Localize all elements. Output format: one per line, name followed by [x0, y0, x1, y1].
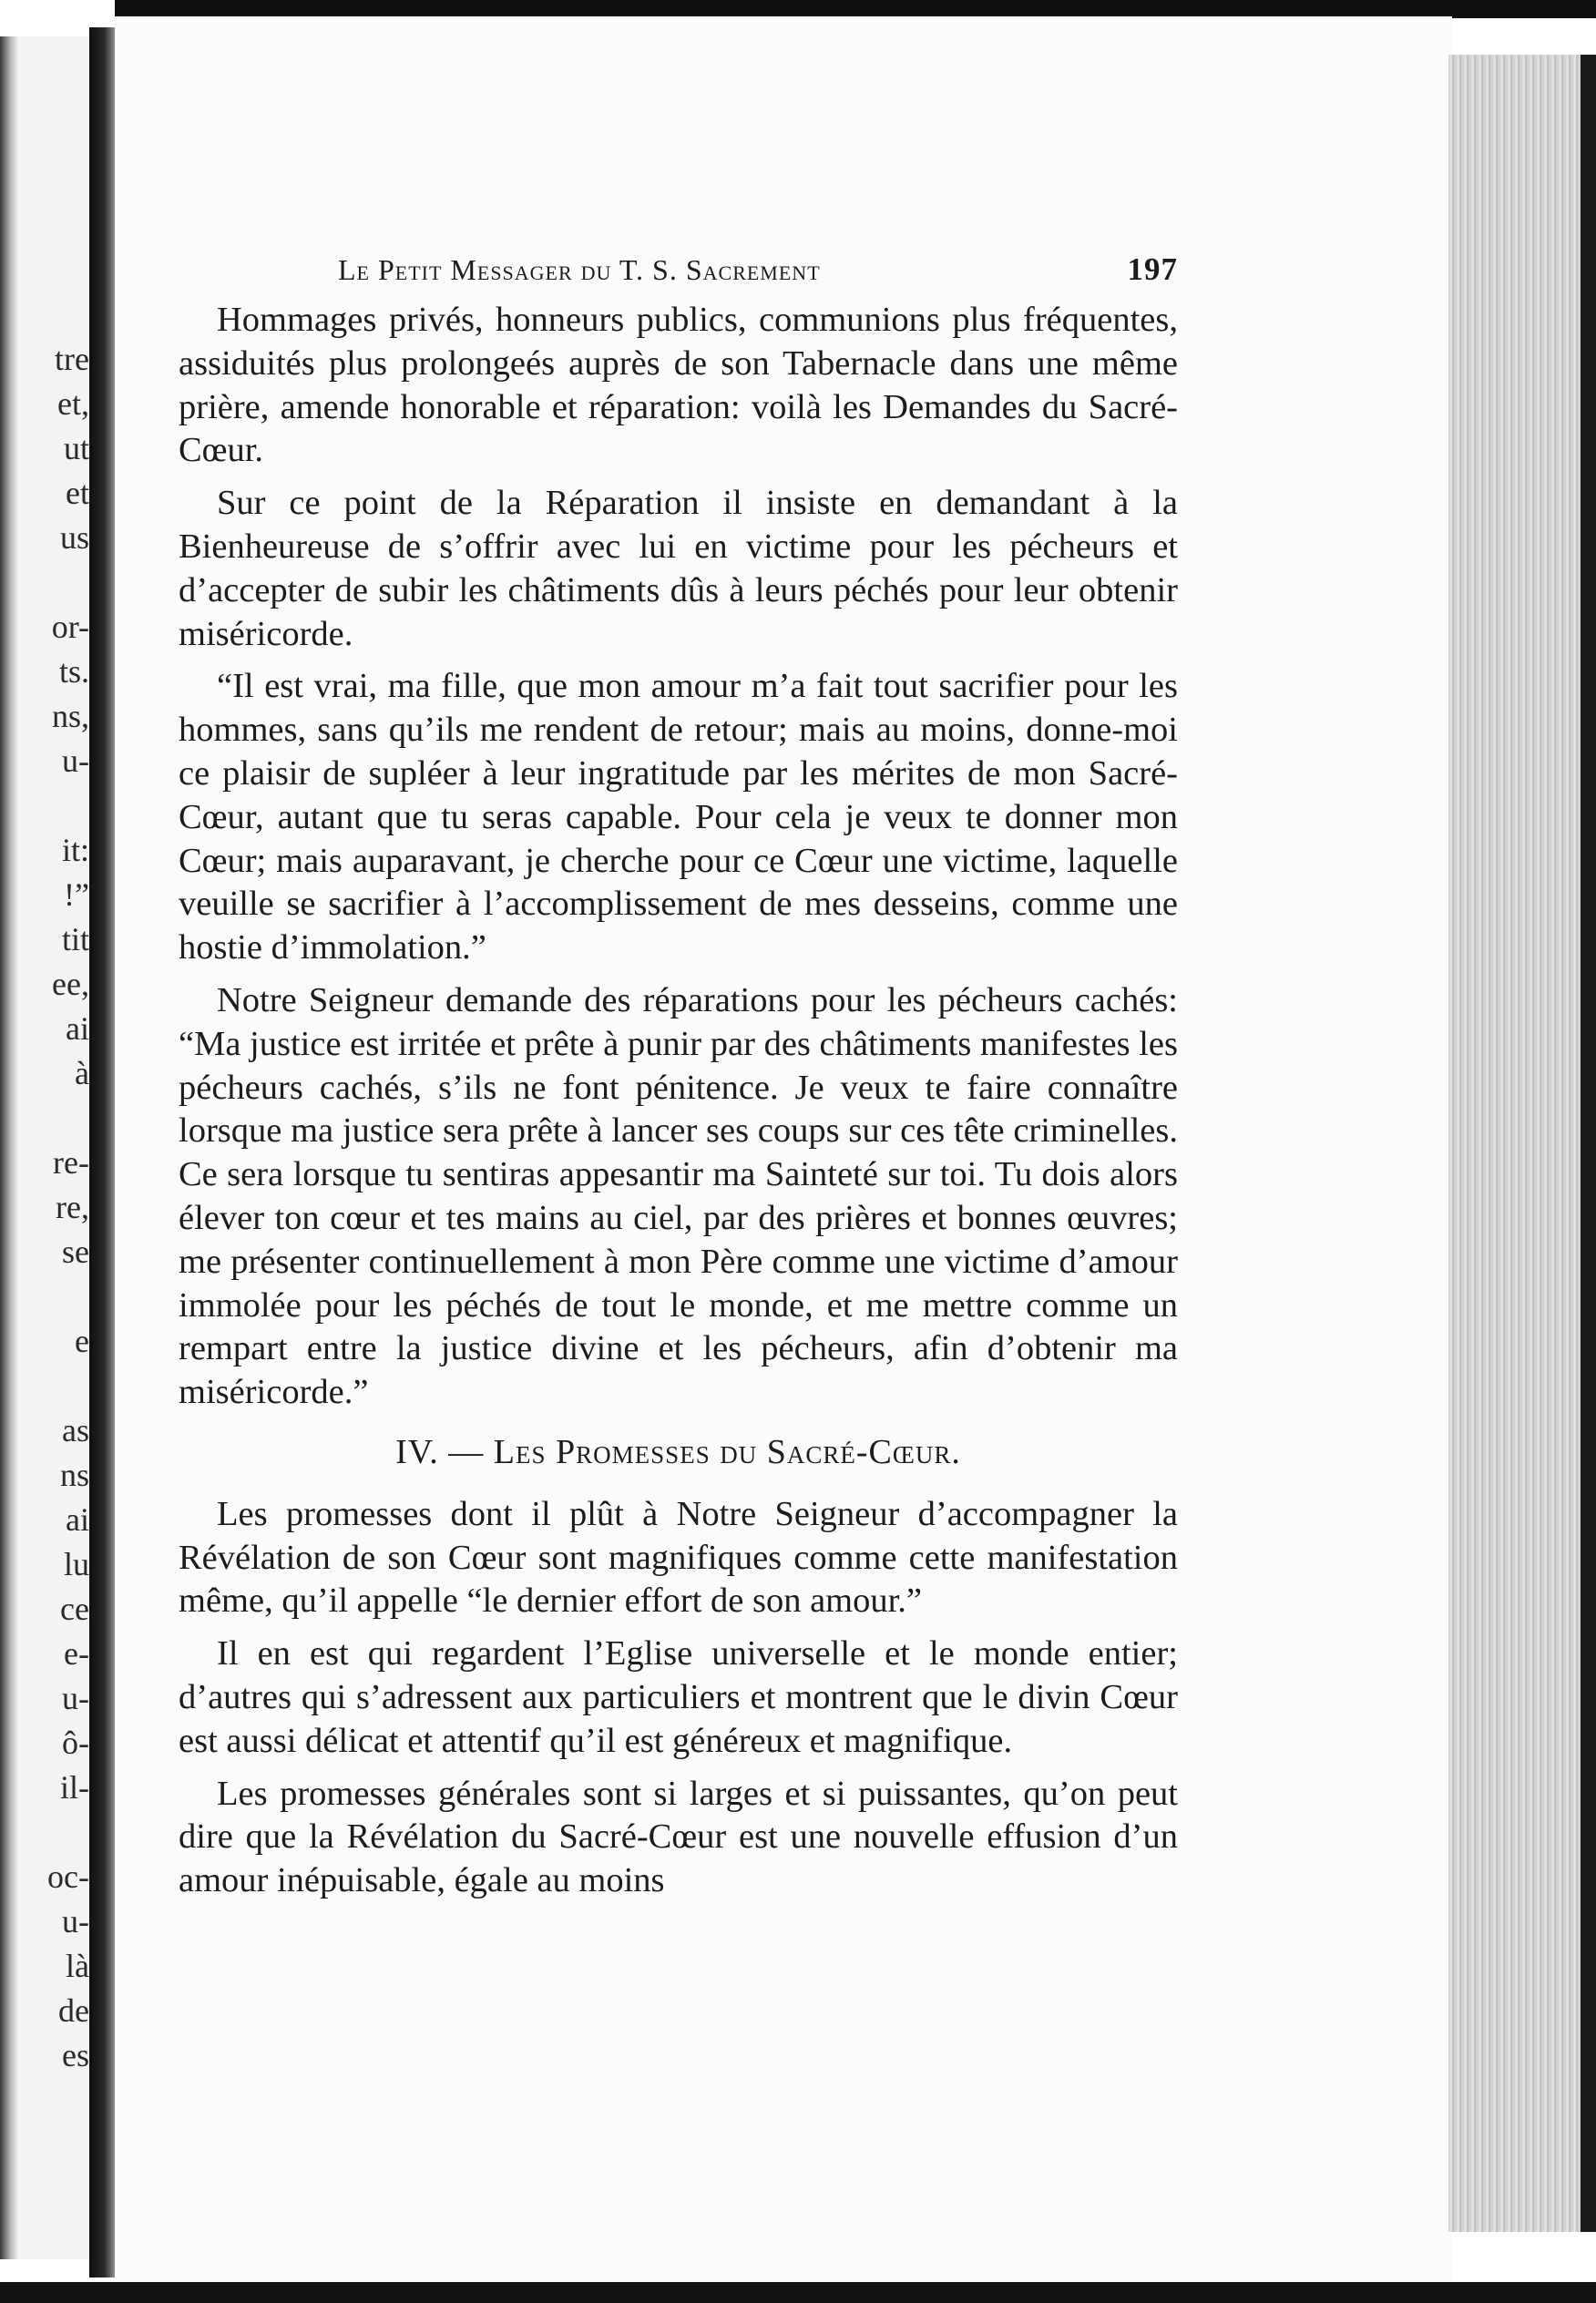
facing-page-fragment: ns, [51, 698, 89, 734]
facing-page-fragment [16, 1364, 89, 1408]
page-fore-edge [1448, 55, 1585, 2232]
facing-page-fragment: ts. [58, 653, 89, 690]
facing-page-fragment: et, [57, 385, 89, 422]
facing-page-fragment: ee, [52, 966, 89, 1002]
facing-page-fragment: se [62, 1233, 89, 1270]
facing-page-fragment [16, 783, 89, 828]
facing-page-fragment: lu [63, 1546, 89, 1582]
facing-page-fragment: et [66, 475, 89, 511]
facing-page-fragment: ô- [62, 1725, 89, 1761]
facing-page-fragment: e [75, 1323, 89, 1359]
facing-page-fragment: là [66, 1948, 89, 1984]
facing-page-fragment: ai [66, 1010, 89, 1047]
facing-page-fragment: it: [61, 832, 89, 868]
facing-page-fragment: ns [59, 1457, 89, 1493]
scan-top-border [115, 0, 1596, 18]
facing-page-fragment: oc- [47, 1858, 89, 1895]
facing-page-fragment [16, 1274, 89, 1319]
facing-page-fragment: tre [55, 341, 89, 377]
facing-page-fragment: de [58, 1992, 89, 2029]
paragraph: “Il est vrai, ma fille, que mon amour m’a fait tout sacrifier pour les hommes, sans qu’ils me rendent de retour; mais au moins, donne-moi ce plaisir de supléer à leur ingratitude par les mérites de mon Sacré-Cœur, autant que tu seras capable. Pour cela je veux te donner mon Cœur; mais auparavant, je cherche pour ce Cœur une victime, laquelle veuille se sacrifier à l’accomplissement de mes desseins, comme une hostie d’immolation.” [179, 667, 1178, 967]
scan-bottom-border [0, 2282, 1596, 2303]
paragraph: Hommages privés, honneurs publics, communions plus fréquentes, assiduités plus prolongeés auprès de son Tabernacle dans une même prière, amende honorable et réparation: voilà les Demandes du Sacré-Cœur. [179, 301, 1178, 470]
facing-page-fragment: e- [64, 1635, 89, 1672]
facing-page-fragment: à [75, 1055, 89, 1091]
facing-page-fragment: ut [63, 430, 89, 466]
facing-page-fragment: u- [62, 742, 89, 779]
facing-page-edge [0, 36, 18, 2259]
running-title: Le Petit Messager du T. S. Sacrement [338, 253, 821, 286]
facing-page-fragment: re, [56, 1189, 89, 1225]
book-gutter [89, 27, 115, 2277]
facing-page-fragment: re- [53, 1144, 89, 1181]
facing-page-fragment: u- [62, 1903, 89, 1940]
section-heading: IV. — Les Promesses du Sacré-Cœur. [395, 1432, 961, 1471]
facing-page-fragment: us [59, 519, 89, 556]
facing-page-fragment: tit [61, 921, 89, 957]
paragraph: Sur ce point de la Réparation il insiste en demandant à la Bienheureuse de s’offrir avec lui en victime pour les pécheurs et d’accepter de subir les châtiments dûs à leurs péchés pour leur obtenir miséricorde. [179, 484, 1178, 653]
running-header [179, 248, 1178, 299]
scan-right-border [1581, 55, 1596, 2232]
facing-page-fragment [16, 560, 89, 605]
facing-page-fragment: ai [66, 1501, 89, 1538]
paragraph: Notre Seigneur demande des réparations pour les pécheurs cachés: “Ma justice est irritée et prête à punir par des châtiments manifestes les pécheurs cachés, s’ils ne font pénitence. Je veux te faire connaître lorsque ma justice sera prête à lancer ses coups sur ces tête criminelles. Ce sera lorsque tu sentiras appesantir ma Sainteté sur toi. Tu dois alors élever ton cœur et tes mains au ciel, par des prières et bonnes œuvres; me présenter continuellement à mon Père comme une victime d’amour immolée pour les péchés de tout le monde, et me mettre comme un rempart entre la justice divine et les pécheurs, afin d’obtenir ma miséricorde.” [179, 980, 1178, 1412]
facing-page-fragment: u- [62, 1680, 89, 1716]
facing-page-fragment: or- [51, 609, 89, 645]
page-number: 197 [1127, 251, 1178, 287]
facing-page-fragment: es [62, 2037, 89, 2073]
page-text [179, 248, 1178, 1912]
facing-page-fragment: !” [64, 876, 89, 913]
facing-page-fragment [16, 1096, 89, 1141]
facing-page-fragment: il- [60, 1769, 89, 1806]
facing-page-text [16, 337, 89, 2078]
paragraph: Il en est qui regardent l’Eglise universelle et le monde entier; d’autres qui s’adressent aux particuliers et montrent que le divin Cœur est aussi délicat et attentif qu’il est généreux et magnifique. [179, 1634, 1178, 1760]
facing-page-fragment [16, 1810, 89, 1855]
facing-page-fragment: ce [60, 1591, 89, 1627]
paragraph: Les promesses dont il plût à Notre Seigneur d’accompagner la Révélation de son Cœur sont magnifiques comme cette manifestation même, qu’il appelle “le dernier effort de son amour.” [179, 1494, 1178, 1621]
paragraph: Les promesses générales sont si larges et si puissantes, qu’on peut dire que la Révélation du Sacré-Cœur est une nouvelle effusion d’un amour inépuisable, égale au moins [179, 1774, 1178, 1900]
facing-page-fragment: as [62, 1412, 89, 1448]
